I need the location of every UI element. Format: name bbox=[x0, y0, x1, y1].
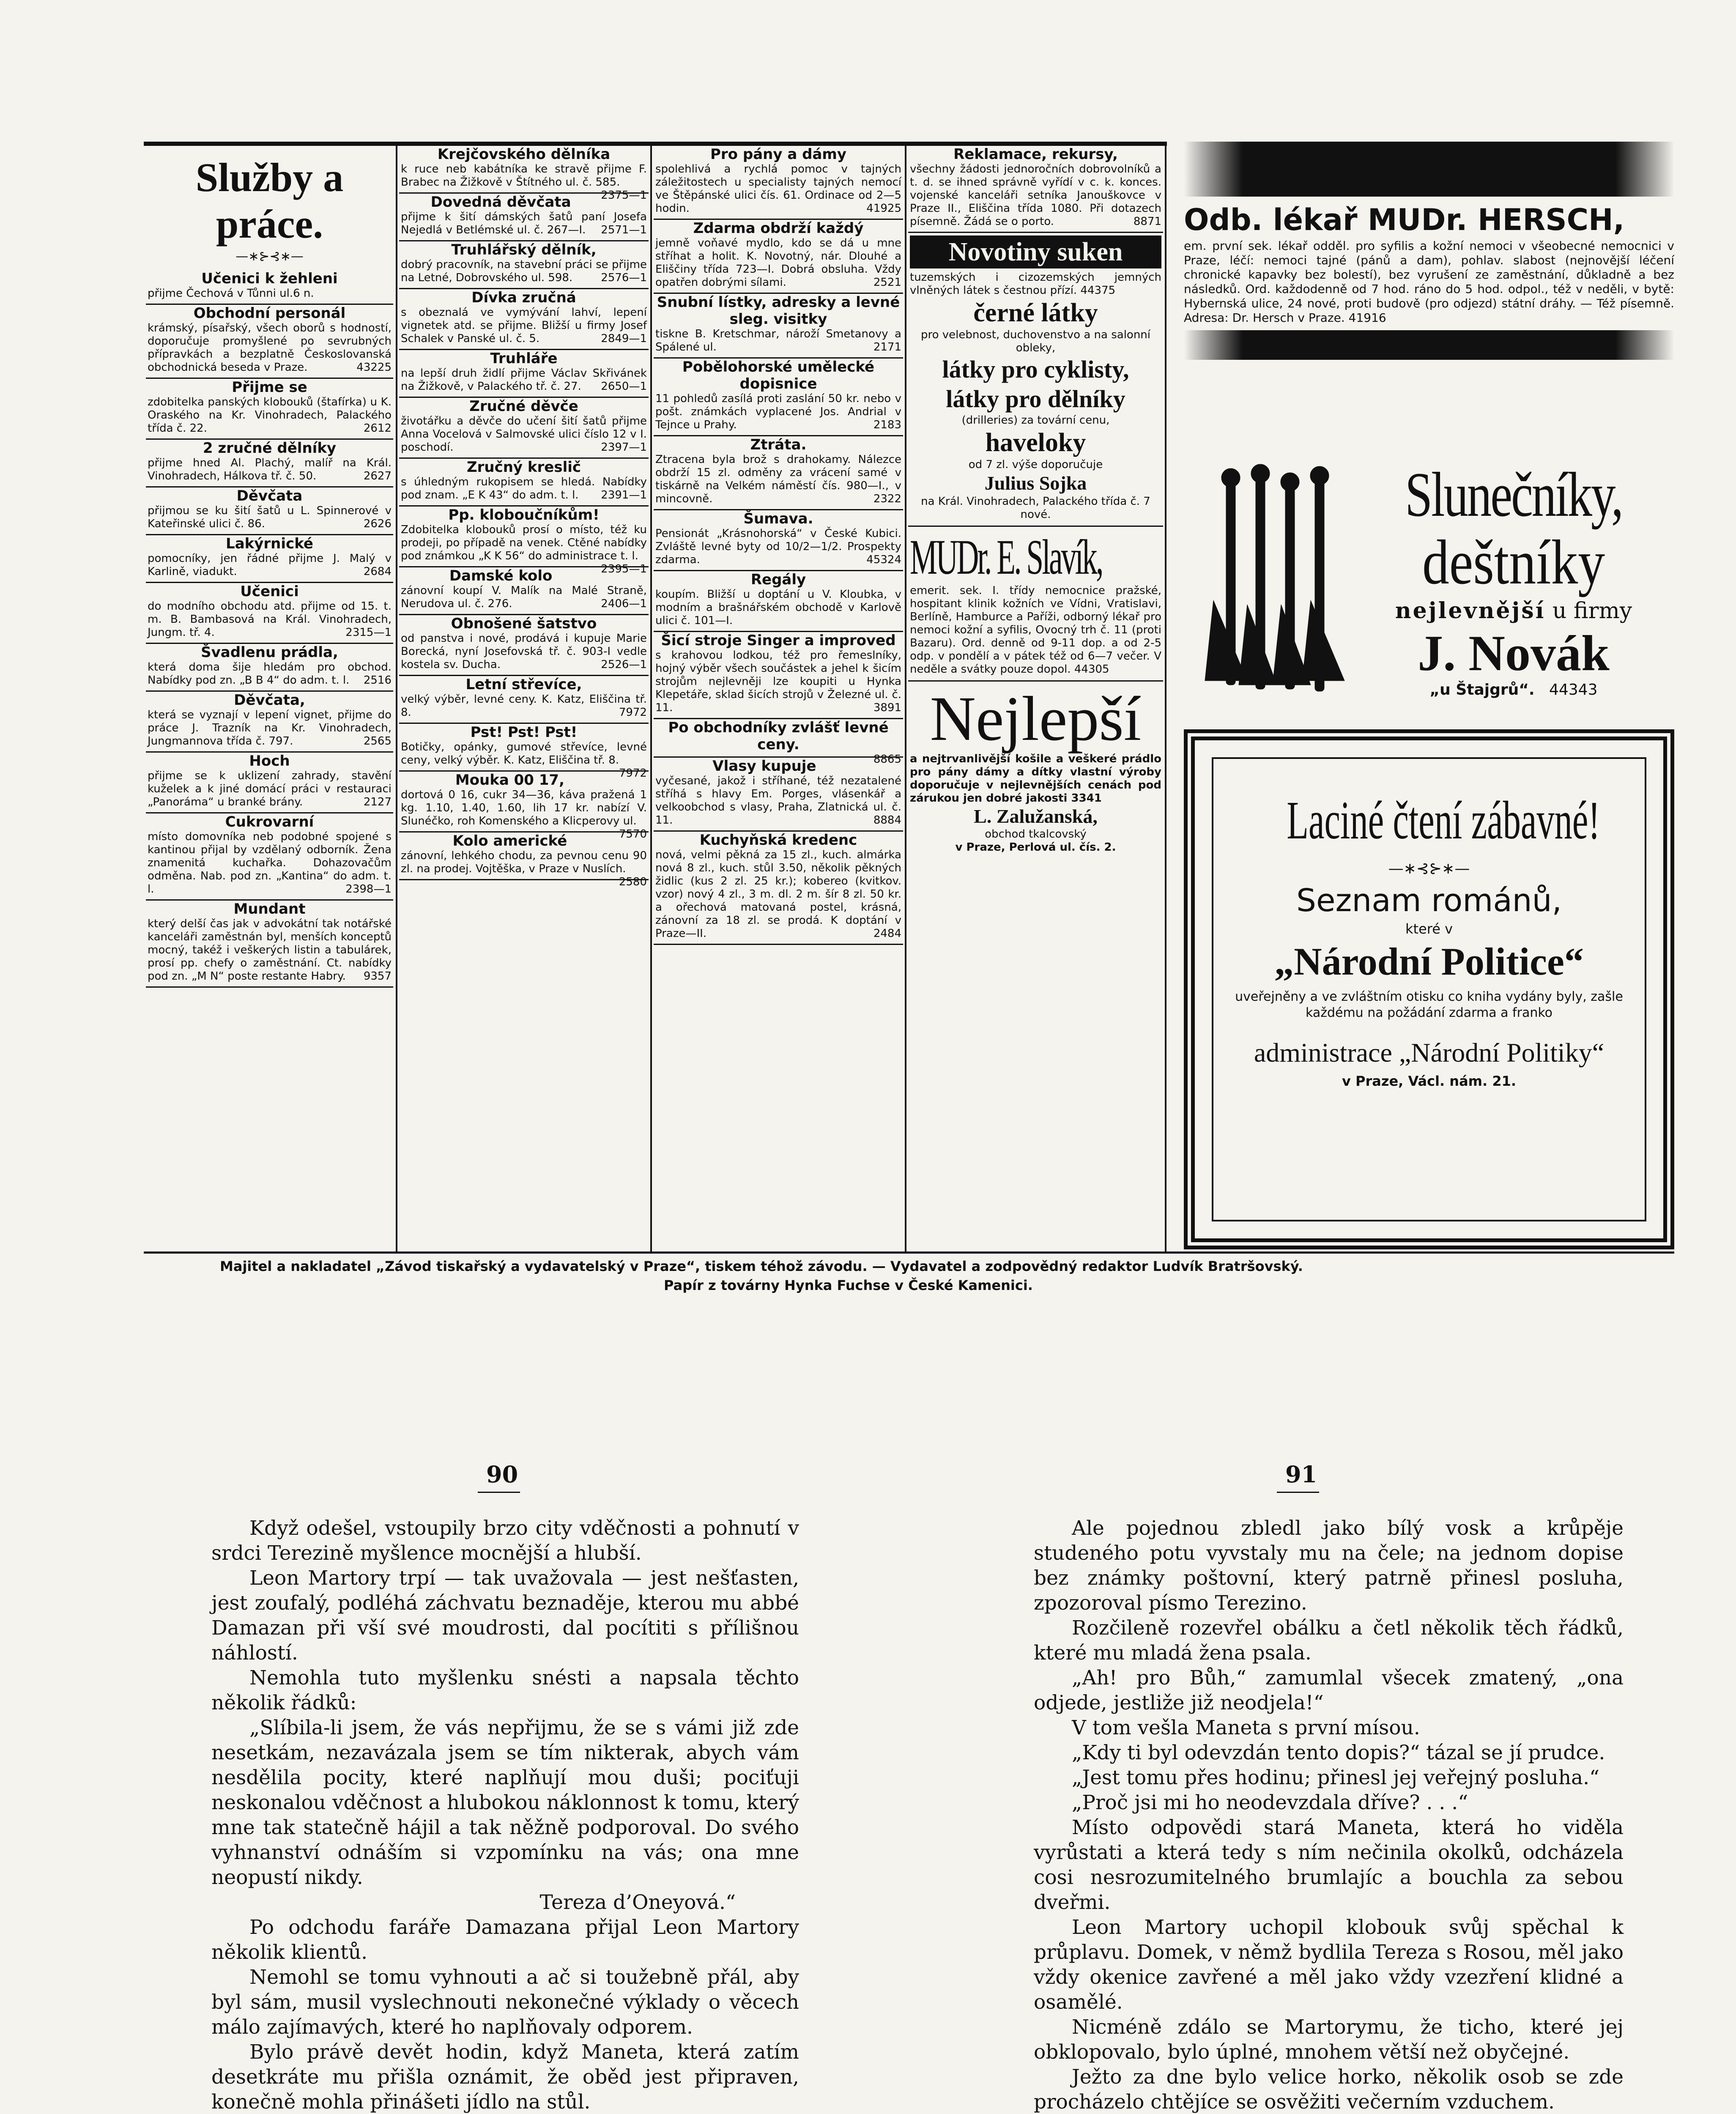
ad-heading: Nejlepší bbox=[930, 684, 1142, 754]
ad-line: obchod tkalcovský bbox=[985, 828, 1087, 841]
classified-heading: Hoch bbox=[249, 753, 290, 769]
ad-line: látky pro cyklisty, bbox=[942, 356, 1129, 383]
classified-ad bbox=[146, 440, 393, 487]
top-rule bbox=[144, 142, 1167, 146]
ad-number: 2849—1 bbox=[601, 332, 647, 345]
ad-politika bbox=[1184, 729, 1674, 1249]
ad-number: 8871 bbox=[1133, 215, 1161, 228]
paragraph: „Kdy ti byl odevzdán tento dopis?“ tázal se jí prudce. bbox=[1072, 1741, 1605, 1764]
classified-heading: Kuchyňská kredenc bbox=[699, 832, 857, 849]
classified-heading: Přijme se bbox=[232, 379, 307, 396]
classified-ad bbox=[146, 644, 393, 692]
paragraph: Po odchodu faráře Damazana přijal Leon Martory několik klientů. bbox=[211, 1916, 799, 1964]
classified-heading: Truhláře bbox=[490, 350, 558, 367]
ad-number: 8865 bbox=[873, 753, 901, 766]
ad-number: 2315—1 bbox=[345, 626, 392, 639]
classified-heading: Učenici bbox=[240, 583, 299, 600]
classified-heading: Dovedná děvčata bbox=[430, 194, 571, 211]
classified-heading: Švadlenu prádla, bbox=[201, 644, 338, 661]
ad-line: na Král. Vinohradech, Palackého třída č. 7 nové. bbox=[921, 495, 1150, 521]
ad-line: L. Zalužanská, bbox=[974, 805, 1098, 827]
classified-text: spolehlivá a rychlá pomoc v tajných záležitostech u specialisty tajných nemocí ve Štěpánské ulici čís. 61. Ordinace od 2—5 hodin. 41925 bbox=[655, 163, 901, 215]
classified-text: na lepší druh židlí přijme Václav Skřivánek na Žižkově, v Palackého tř. č. 27. 2650—1 bbox=[401, 367, 647, 393]
classified-ad bbox=[399, 289, 649, 350]
ad-number: 2627 bbox=[363, 470, 392, 482]
ad-number: 2322 bbox=[873, 493, 901, 505]
ad-text: u firmy bbox=[1552, 598, 1632, 624]
col-divider bbox=[905, 142, 906, 1251]
classified-heading: Pp. kloboučníkům! bbox=[448, 507, 600, 523]
classified-list bbox=[654, 146, 903, 945]
classified-text: všechny žádosti jednoročních dobrovolníků a t. d. se ihned správně vyřídí v c. k. konces. vojenské kanceláři setníka Janouškovce v Praze II., Eliščina třída 1080. Při dotazech písemně. Žádá se o porto. 8871 bbox=[910, 163, 1161, 228]
column-2 bbox=[399, 146, 649, 889]
classified-heading: Cukrovarní bbox=[225, 813, 314, 830]
classified-text: koupím. Bližší u doptání u V. Kloubka, v modním a brašnářském obchodě v Karlově ulici č. 101—I. bbox=[655, 588, 901, 627]
classified-heading: Snubní lístky, adresky a levné sleg. visitky bbox=[657, 294, 900, 328]
ad-number: 2565 bbox=[363, 735, 392, 748]
ad-line: J. Novák bbox=[1418, 625, 1610, 681]
classified-text: Ztracena byla brož s drahokamy. Nálezce obdrží 15 zl. odměny za vrácení samé v tiskárně na Velkém náměstí čís. 980—I., v mincovně. 2322 bbox=[655, 453, 901, 505]
paragraph: Nicméně zdálo se Martorymu, že ticho, které jej obklopovalo, bylo úplné, mnohem větší než obyčejné. bbox=[1034, 2015, 1624, 2064]
paragraph: „Proč jsi mi ho neodevzdala dříve? . . .“ bbox=[1072, 1791, 1468, 1814]
bottom-rule bbox=[144, 1251, 1674, 1254]
classified-ad bbox=[146, 583, 393, 644]
ad-text: emerit. sek. I. třídy nemocnice pražské, hospitant klinik kožních ve Vídni, Vratislavi, Berlíně, Hamburce a Paříži, odborný lékař pro nemoci kožní a syfilis, Ovocný trh č. 11 (proti Bazaru). Ord. denně od 9-11 dop. a od 2-5 odp. v pondělí a v pátek též od 6—7 večer. V neděle a svátky pouze dopol. 44305 bbox=[910, 584, 1161, 676]
ad-line: látky pro dělníky bbox=[946, 385, 1125, 413]
paragraph: Leon Martory uchopil klobouk svůj spěchal k průplavu. Domek, v němž bydlila Tereza s Rosou, měl jako vždy okenice zavřené a měl jako vždy vzezření klidné a osamělé. bbox=[1034, 1916, 1624, 2014]
classified-ad bbox=[654, 146, 903, 220]
ad-number: 2375—1 bbox=[601, 189, 647, 202]
ad-line bbox=[1353, 596, 1674, 626]
classified-text: s krahovou lodkou, též pro řemeslníky, hojný výběr všech součástek a jehel k šicím strojům nejlevněji lze koupiti u Hynka Klepetáře, sklad šicích strojů v Železné ul. č. 11. 3891 bbox=[655, 649, 901, 714]
ad-line: deštníky bbox=[1422, 527, 1605, 597]
ad-number: 7972 bbox=[619, 706, 647, 719]
classified-list bbox=[146, 270, 393, 988]
classified-ad bbox=[146, 753, 393, 813]
classified-heading: Pst! Pst! Pst! bbox=[470, 724, 578, 741]
ad-novak bbox=[1184, 452, 1674, 723]
classified-text: zánovní, lehkého chodu, za pevnou cenu 90 zl. na prodej. Vojtěška, v Praze v Nuslích. 2580 bbox=[401, 849, 647, 888]
ad-text: a nejtrvanlivější košile a veškeré prádlo pro pány dámy a dítky vlastní výroby doporučuje v nejlevnějších cenách pod zárukou jen dobré jakosti 3341 bbox=[910, 753, 1161, 805]
classified-heading: Zručný kreslič bbox=[466, 459, 581, 476]
classified-text: místo domovníka neb podobné spojené s kantinou přijal by vzdělaný odborník. Žena znamenitá kuchařka. Dohazovačům odměna. Nab. pod zn. „Kantina“ do adm. t. l. 2398—1 bbox=[148, 830, 392, 895]
classified-ad bbox=[654, 758, 903, 832]
ad-heading: MUDr. E. Slavík, bbox=[910, 529, 1102, 585]
ad-number: 43225 bbox=[356, 361, 392, 374]
classified-list bbox=[399, 146, 649, 888]
ad-number: 2684 bbox=[363, 565, 392, 578]
ad-number: 8884 bbox=[873, 814, 901, 827]
classified-heading: Mouka 00 17, bbox=[455, 772, 564, 789]
ad-novotiny bbox=[908, 233, 1163, 527]
classified-ad bbox=[654, 632, 903, 719]
classified-text: od panstva i nové, prodává i kupuje Marie Borecká, nyní Josefovská tř. č. 903-I vedle kostela sv. Ducha. 2526—1 bbox=[401, 632, 647, 671]
classified-text: přijme se k uklizení zahrady, stavění kuželek a k jiné domácí práci v restauraci „Panoráma“ u branké brány. 2127 bbox=[148, 769, 392, 808]
imprint-line: Majitel a nakladatel „Závod tiskařský a vydavatelský v Praze“, tiskem téhož závodu. — Vydavatel a zodpovědný redaktor Ludvík Bratršovský. bbox=[220, 1258, 1303, 1274]
classified-heading: Pobělohorské umělecké dopisnice bbox=[682, 359, 875, 392]
ad-number: 2612 bbox=[363, 422, 392, 435]
ad-line: Julius Sojka bbox=[984, 472, 1087, 494]
classified-text: velký výběr, levné ceny. K. Katz, Eliščina tř. 8. 7972 bbox=[401, 693, 647, 719]
classified-text: krámský, písařský, všech oborů s hodností, doporučuje promyšlené po sevrubných přípravkách a bezplatně Českoslovanská obchodnická beseda v Praze. 43225 bbox=[148, 322, 392, 374]
classified-ad bbox=[654, 220, 903, 294]
paragraph: Tereza d’Oneyová.“ bbox=[539, 1891, 736, 1914]
classified-heading: Šicí stroje Singer a improved bbox=[661, 632, 896, 649]
book-page-left bbox=[211, 1516, 799, 2114]
classified-heading: Vlasy kupuje bbox=[712, 758, 816, 775]
ad-number: 7570 bbox=[619, 828, 647, 841]
decorative-bar bbox=[1184, 330, 1674, 360]
classified-ad bbox=[146, 305, 393, 379]
ad-line: které v bbox=[1405, 921, 1453, 937]
ad-number: 2571—1 bbox=[601, 224, 647, 236]
classified-text: jemně voňavé mydlo, kdo se dá u mne stříhat a holit. K. Novotný, nár. Dlouhé a Eliščiny třída 723—I. Dobrá obsluha. Vždy opatřen dobrými sílami. 2521 bbox=[655, 237, 901, 289]
ornament: —∗⊰⊱∗— bbox=[1388, 860, 1470, 877]
column-3 bbox=[654, 146, 903, 945]
ad-number: 2397—1 bbox=[601, 441, 647, 454]
classified-heading: Truhlářský dělník, bbox=[451, 241, 597, 258]
classified-heading: Reklamace, rekursy, bbox=[953, 146, 1118, 163]
classified-text: přijme hned Al. Plachý, malíř na Král. Vinohradech, Hálkova tř. č. 50. 2627 bbox=[148, 457, 392, 482]
section-title: Služby a práce. bbox=[195, 155, 344, 246]
classified-ad bbox=[146, 901, 393, 988]
classified-ad bbox=[146, 535, 393, 583]
ad-number: 2526—1 bbox=[601, 658, 647, 671]
classified-ad bbox=[654, 832, 903, 945]
classified-heading: Děvčata bbox=[236, 487, 303, 504]
ad-heading: Novotiny suken bbox=[910, 235, 1161, 268]
paragraph: Když odešel, vstoupily brzo city vděčnosti a pohnutí v srdci Terezině myšlence mocnější a hlubší. bbox=[211, 1517, 799, 1565]
classified-text: přijme Čechová v Tůnni ul.6 n. bbox=[148, 287, 314, 300]
classified-ad bbox=[146, 379, 393, 440]
ad-number: 2183 bbox=[873, 419, 901, 431]
paragraph: Ale pojednou zbledl jako bílý vosk a krůpěje studeného potu vyvstaly mu na čele; na jednom dopise bez známky poštovní, který patrně přinesl posluha, zpozoroval písmo Terezino. bbox=[1034, 1517, 1624, 1615]
classified-ad bbox=[654, 436, 903, 510]
ad-line: Seznam románů, bbox=[1296, 882, 1562, 919]
ad-line: v Praze, Perlová ul. čís. 2. bbox=[955, 841, 1116, 854]
ad-text: em. první sek. lékař odděl. pro syfilis a kožní nemoci v všeobecné nemocnici v Praze, léčí: nemoci tajné (pánů a dam), pohlav. slabost (nejnovější léčení chronické kapavky bez bolestí), bez vyrušení ze zaměstnání, důkladně a bez následků. Ord. každodenně od 7 hod. ráno do 5 hod. odpol., též v neděli, v bytě: Hybernská ulice, 24 nové, proti budově (pro odjezd) státní dráhy. — Též písemně. Adresa: Dr. Hersch v Praze. 41916 bbox=[1184, 239, 1674, 325]
column-4 bbox=[908, 146, 1163, 854]
classified-text: Botičky, opánky, gumové střevíce, levné ceny, velký výběr. K. Katz, Eliščina tř. 8. 7972 bbox=[401, 741, 647, 780]
umbrella-illustration bbox=[1197, 461, 1366, 698]
ad-line: haveloky bbox=[985, 428, 1086, 457]
page-number-underline bbox=[478, 1492, 520, 1493]
col-divider bbox=[396, 142, 397, 1251]
ad-number: 2650—1 bbox=[601, 380, 647, 393]
classified-ad bbox=[399, 724, 649, 780]
ad-line: administrace „Národní Politiky“ bbox=[1254, 1038, 1605, 1068]
paragraph: „Ah! pro Bůh,“ zamumlal všecek zmatený, „ona odjede, jestliže již neodjela!“ bbox=[1034, 1666, 1624, 1714]
classified-heading: Letní střevíce, bbox=[465, 676, 582, 693]
column-1 bbox=[146, 146, 393, 988]
classified-text: která doma šije hledám pro obchod. Nabídky pod zn. „B B 4“ do adm. t. l. 2516 bbox=[148, 661, 392, 687]
classified-heading: Krejčovského dělníka bbox=[437, 146, 611, 163]
classified-text: životářku a děvče do učení šití šatů přijme Anna Vocelová v Salmovské ulici číslo 12 v I. poschodí. 2397—1 bbox=[401, 415, 647, 454]
classified-text: dobrý pracovník, na stavební práci se přijme na Letné, Dobrovského ul. 598. 2576—1 bbox=[401, 258, 647, 284]
ad-nejlepsi bbox=[908, 682, 1163, 854]
imprint-line: Papír z továrny Hynka Fuchse v České Kamenici. bbox=[664, 1277, 1033, 1293]
decorative-bar bbox=[1184, 142, 1674, 197]
ad-line: černé látky bbox=[973, 298, 1098, 327]
ad-line: pro velebnost, duchovenstvo a na salonní obleky, bbox=[920, 329, 1151, 354]
classified-ad bbox=[146, 692, 393, 753]
classified-heading: 2 zručné dělníky bbox=[203, 440, 337, 457]
classified-ad bbox=[654, 294, 903, 359]
col-divider bbox=[1165, 142, 1166, 1251]
classified-heading: Damské kolo bbox=[449, 567, 553, 584]
classified-heading: Zdarma obdrží každý bbox=[693, 220, 864, 237]
ad-text: uveřejněny a ve zvláštním otisku co kniha vydány byly, zašle každému na požádání zdarma a franko bbox=[1235, 989, 1623, 1020]
classified-heading: Kolo americké bbox=[452, 832, 567, 849]
ad-line: „u Štajgrů“. 44343 bbox=[1429, 681, 1598, 698]
classified-text: dortová 0 16, cukr 34—36, káva pražená 1 kg. 1.10, 1.40, 1.60, lih 17 kr. nabízí V. Slunéčko, roh Komenského a Klicperovy ul. 7570 bbox=[401, 789, 647, 841]
classified-ad bbox=[654, 719, 903, 766]
ad-line: od 7 zl. výše doporučuje bbox=[968, 458, 1103, 471]
classified-heading: Regály bbox=[750, 571, 806, 588]
classified-ad bbox=[146, 487, 393, 535]
classified-heading: Ztráta. bbox=[750, 436, 807, 453]
ad-number: 2484 bbox=[873, 927, 901, 940]
classified-ad bbox=[654, 359, 903, 436]
classified-text: zánovní koupí V. Malík na Malé Straně, Nerudova ul. č. 276. 2406—1 bbox=[401, 584, 647, 610]
ad-number: 41925 bbox=[866, 202, 901, 215]
paragraph: Nemohl se tomu vyhnouti a ač si toužebně přál, aby byl sám, musil vyslechnouti nekonečné výklady o věcech málo zajímavých, které ho naplňovaly odporem. bbox=[211, 1966, 799, 2039]
ad-number: 2516 bbox=[363, 674, 392, 687]
classified-ad bbox=[654, 571, 903, 632]
classified-text: zdobitelka panských klobouků (štafírka) u K. Oraského na Kr. Vinohradech, Palackého třída č. 22. 2612 bbox=[148, 396, 392, 435]
classified-heading: Mundant bbox=[233, 901, 306, 917]
classified-text: přijme k šití dámských šatů paní Josefa Nejedlá v Betlémské ul. č. 267—I. 2571—1 bbox=[401, 211, 647, 236]
classified-ad bbox=[399, 459, 649, 507]
classified-ad bbox=[399, 350, 649, 398]
ad-heading: Slunečníky, bbox=[1405, 460, 1622, 530]
classified-ad bbox=[399, 676, 649, 724]
classified-heading: Lakýrnické bbox=[226, 535, 313, 552]
classified-text: do modního obchodu atd. přijme od 15. t. m. B. Bambasová na Král. Vinohradech, Jungm. tř. 4. 2315—1 bbox=[148, 600, 392, 639]
classified-text: s obeznalá ve vymývání lahví, lepení vignetek atd. se přijme. Bližší u firmy Josef Schalek v Panské ul. č. 5. 2849—1 bbox=[401, 306, 647, 345]
classified-ad bbox=[399, 507, 649, 575]
classified-ad bbox=[399, 146, 649, 202]
classified-heading: Obchodní personál bbox=[193, 305, 346, 322]
classified-text: tiskne B. Kretschmar, nároží Smetanovy a Spálené ul. 2171 bbox=[655, 328, 901, 353]
classified-heading: Po obchodníky zvlášť levné ceny. bbox=[668, 719, 889, 753]
classified-ad bbox=[654, 510, 903, 571]
classified-heading: Učenici k žehleni bbox=[201, 270, 338, 287]
classified-heading: Šumava. bbox=[743, 510, 813, 527]
page-number-left: 90 bbox=[486, 1461, 518, 1488]
ad-number: 2521 bbox=[873, 276, 901, 289]
paragraph: Bylo právě devět hodin, když Maneta, která zatím desetkráte mu přišla oznámit, že oběd jest připraven, konečně mohla přinášeti jídlo na stůl. bbox=[211, 2040, 799, 2114]
page-number-right: 91 bbox=[1285, 1461, 1317, 1488]
classified-ad bbox=[146, 270, 393, 305]
ad-heading: Laciné čtení zábavné! bbox=[1287, 790, 1600, 850]
classified-text: k ruce neb kabátníka ke stravě přijme F. Brabec na Žižkově v Štítného ul. č. 585. 2375—1 bbox=[401, 163, 647, 202]
page-number-underline bbox=[1277, 1492, 1319, 1493]
ad-number: 2580 bbox=[619, 876, 647, 888]
classified-heading: Dívka zručná bbox=[471, 289, 576, 306]
book-page-right bbox=[1034, 1516, 1624, 2114]
ad-line: „Národní Politice“ bbox=[1274, 940, 1584, 983]
ad-line: v Praze, Václ. nám. 21. bbox=[1342, 1073, 1516, 1089]
classified-ad bbox=[399, 832, 649, 888]
classified-heading: Zručné děvče bbox=[469, 398, 578, 415]
classified-heading: Pro pány a dámy bbox=[710, 146, 847, 163]
classified-text: přijmou se ku šití šatů u L. Spinnerové v Kateřinské ulici č. 86. 2626 bbox=[148, 504, 392, 530]
classified-text: 11 pohledů zasílá proti zaslání 50 kr. nebo v pošt. známkách vyplacené Jos. Andrial v Tejnce u Prahy. 2183 bbox=[655, 392, 901, 431]
ad-number: 2398—1 bbox=[345, 883, 392, 895]
section-ornament: —∗⊱⊰∗— bbox=[235, 249, 304, 264]
paragraph: Rozčileně rozevřel obálku a četl několik těch řádků, které mu mladá žena psala. bbox=[1034, 1616, 1624, 1665]
paragraph: Ježto za dne bylo velice horko, několik osob se zde procházelo chtějíce se osvěžiti večerním vzduchem. bbox=[1034, 2065, 1624, 2114]
ad-number: 2406—1 bbox=[601, 597, 647, 610]
classified-ad bbox=[399, 241, 649, 289]
classified-text: který delší čas jak v advokátní tak notářské kanceláři zaměstnán byl, menších konceptů mocný, takéž i veškerých listin a tabulárek, prosí pp. chefy o zaměstnání. Ct. nabídky pod zn. „M N“ poste restante Habry. 9357 bbox=[148, 917, 392, 983]
paragraph: Nemohla tuto myšlenku snésti a napsala těchto několik řádků: bbox=[211, 1666, 799, 1714]
ad-text: tuzemských i cizozemských jemných vlněných látek s čestnou přízí. 44375 bbox=[910, 271, 1161, 297]
ad-number: 45324 bbox=[866, 553, 901, 566]
classified-text: nová, velmi pěkná za 15 zl., kuch. almárka nová 8 zl., kuch. stůl 3.50, několik pěkných židlic (kus 2 zl. 25 kr.); kobereo (kvitkov. vzor) nový 4 zl., 3 m. dl. 2 m. šír 8 zl. 50 kr. a ořechová matovaná postel, krásná, zánovní za 18 zl. se prodá. K doptání v Praze—II. 2484 bbox=[655, 849, 901, 940]
paragraph: „Jest tomu přes hodinu; přinesl jej veřejný posluha.“ bbox=[1072, 1766, 1600, 1789]
col-divider bbox=[650, 142, 652, 1251]
ad-heading: Odb. lékař MUDr. HERSCH, bbox=[1184, 203, 1625, 237]
ad-line: (drilleries) za tovární cenu, bbox=[961, 414, 1110, 427]
classified-ad bbox=[146, 813, 393, 901]
classified-ad bbox=[908, 146, 1163, 233]
paragraph: Leon Martory trpí — tak uvažovala — jest nešťasten, jest zoufalý, podléhá záchvatu beznaděje, kterou mu abbé Damazan při vší své moudrosti, dal pocítiti s přílišnou náhlostí. bbox=[211, 1566, 799, 1665]
classified-heading: Děvčata, bbox=[234, 692, 305, 709]
paragraph: V tom vešla Maneta s první mísou. bbox=[1072, 1716, 1420, 1739]
classified-list bbox=[908, 146, 1163, 233]
classified-heading: Obnošené šatstvo bbox=[451, 615, 597, 632]
ad-emphasis: nejlevnější bbox=[1395, 598, 1546, 624]
ad-number: 2171 bbox=[873, 341, 901, 353]
classified-text: vyčesané, jakož i stříhané, též nezatalené stříhá s hlavy Em. Porges, vlásenkář a velkoobchod s vlasy, Praha, Zlatnická ul. č. 11. 8884 bbox=[655, 775, 901, 827]
ad-number: 2626 bbox=[363, 518, 392, 530]
paragraph: Místo odpovědi stará Maneta, která ho viděla vyrůstati a která tedy s ním nečinila okolků, odcházela cosi nesrozumitelného brumlajíc a bouchla za sebou dveřmi. bbox=[1034, 1816, 1624, 1914]
ad-number: 2391—1 bbox=[601, 489, 647, 501]
ad-number: 2127 bbox=[363, 796, 392, 808]
paragraph: „Slíbila-li jsem, že vás nepřijmu, že se s vámi již zde nesetkám, nezavázala jsem se tím nikterak, abych vám nesdělila pocity, které naplňují mou duši; pociťuji neskonalou vděčnost a hlubokou náklonnost k tomu, který mne tak statečně hájil a tak něžně podporoval. Do svého vyhnanství odnáším si vzpomínku na vás; ona mne neopustí nikdy. bbox=[211, 1716, 799, 1889]
ad-slavik bbox=[908, 527, 1163, 682]
classified-text: Zdobitelka klobouků prosí o místo, též ku prodeji, po případě na venek. Ctěné nabídky pod známkou „K K 56“ do administrace t. l. 2395—1 bbox=[401, 523, 647, 575]
classified-text: která se vyznají v lepení vignet, přijme do práce J. Trazník na Kr. Vinohradech, Jungmannova třída č. 797. 2565 bbox=[148, 709, 392, 748]
umbrella-icon bbox=[1205, 464, 1344, 691]
classified-ad bbox=[399, 615, 649, 676]
classified-ad bbox=[399, 398, 649, 459]
ad-number: 2395—1 bbox=[601, 563, 647, 575]
classified-text: s úhledným rukopisem se hledá. Nabídky pod znam. „E K 43“ do adm. t. l. 2391—1 bbox=[401, 476, 647, 501]
classified-text: pomocníky, jen řádné přijme J. Malý v Karlině, viadukt. 2684 bbox=[148, 552, 392, 578]
ad-number: 9357 bbox=[363, 970, 392, 983]
classified-text: Pensionát „Krásnohorská“ v České Kubici. Zvláště levné byty od 10/2—1/2. Prospekty zdarma. 45324 bbox=[655, 527, 901, 566]
ad-number: 3891 bbox=[873, 701, 901, 714]
ad-number: 7972 bbox=[619, 767, 647, 780]
ad-number: 2576—1 bbox=[601, 271, 647, 284]
